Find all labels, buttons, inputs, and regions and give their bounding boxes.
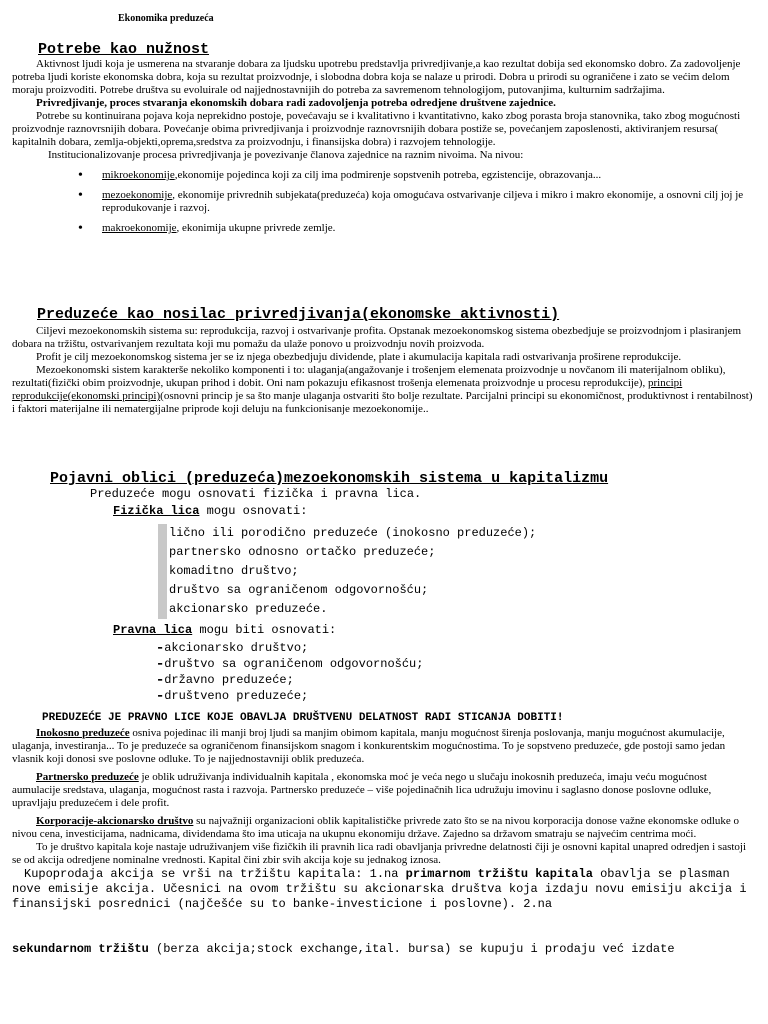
section-title-forms: Pojavni oblici (preduzeća)mezoekonomskih sistema u kapitalizmu bbox=[50, 470, 609, 487]
paragraph: Profit je cilj mezoekonomskog sistema jer se iz njega obezbedjuju dividende, plate i akumulacija kapitala radi ostvarivanja proširene reprodukcije. bbox=[36, 351, 682, 363]
section-enterprise-body bbox=[12, 325, 757, 416]
economy-levels-list bbox=[12, 169, 757, 235]
list-item: ▬ akcionarsko društvo; bbox=[158, 640, 423, 656]
term: Partnersko preduzeće bbox=[36, 771, 139, 783]
text: je oblik udruživanja individualnih kapitala , ekonomska moć je veća nego u slučaju inokosnih preduzeća, imaju veću mogućnost aumulacije sredstava, ulaganja, mogućnost rasta i razvoja. Partnersko preduzeće – više pojedinačnih lica udružuju imovinu i saglasno donose poslovne odluke, upravljaju preduzećem i dele profit. bbox=[12, 771, 712, 809]
list-item bbox=[12, 222, 757, 235]
paragraph: Ciljevi mezoekonomskih sistema su: reprodukcija, razvoj i ostvarivanje profita. Opstanak mezoekonomskog sistema obezbedjuje se proizvodnjom i plasiranjem dobara na tržištu, ostvarivanjem rezultata koji mu pomažu da ulaže ponovo u proizvodnju novih proizvoda. bbox=[12, 325, 742, 350]
text: osniva pojedinac ili manji broj ljudi sa manjim obimom kapitala, manju mogućnost širenja poslovanja, manju mogućnost akumulacije, ulaganja, investiranja... To je preduzeće sa ograničenom finansijskom snagom i konkurentskim mogućnostima. To je sopstveno preduzeće, gde postoji samo jedan vlasnik koji donosi sve poslovne odluke. To je najjednostavniji oblik preduzeća. bbox=[12, 727, 726, 765]
list-item: ▬ državno preduzeće; bbox=[158, 672, 423, 688]
term: makroekonomije bbox=[102, 222, 177, 234]
list-item: partnersko odnosno ortačko preduzeće; bbox=[158, 543, 536, 562]
suffix: mogu osnovati: bbox=[199, 504, 308, 518]
term: mikroekonomije bbox=[102, 169, 175, 181]
text: (osnovni princip je sa što manje ulaganja ostvariti što bolje rezultate. Parcijalni principi su ekonomičnost, produktivnost i rentabilnost) i faktori materijalne ili nematergijalne priprode koji deluju na funkcionisanje mezoekonomije.. bbox=[12, 390, 753, 415]
paragraph bbox=[12, 942, 757, 957]
term: Korporacije-akcionarsko društvo bbox=[36, 815, 194, 827]
section-title-needs: Potrebe kao nužnost bbox=[38, 41, 210, 58]
list-item: akcionarsko preduzeće. bbox=[158, 600, 536, 619]
paragraph bbox=[12, 364, 757, 416]
text: su najvažniji organizacioni oblik kapitalističke privrede zato što se na nivou korporacija donose važne ekonomske odluke o nivou cena, investicijama, nadnicama, dividendama što ima uticaja na ukupnu ekonomiju države. Zajedno sa državom smatraju se najvećim centrima moći. bbox=[12, 815, 740, 840]
definition-bold: Privredjivanje, proces stvaranja ekonomskih dobara radi zadovoljenja potreba odredjene društvene zajednice. bbox=[36, 97, 556, 109]
secondary-market-term: sekundarnom tržištu bbox=[12, 942, 149, 956]
paragraph: Aktivnost ljudi koja je usmerena na stvaranje dobara za ljudsku upotrebu predstavlja privredjivanje,a kao rezultat dobija sed ekonomsko dobro. Za zadovoljenje potreba ljudi koriste ekonomska dobra, koja su rezultat proizvodnje, i slobodna dobra koja se nalaze u prirodi. Dobra u prirodi su ograničene i zato se većim delom moraju proizvoditi. Potrebe društva su evoluirale od najjednostavnijih do potreba za savremenom tehnologijom, putovanjima, kulturnim sadržajima. bbox=[12, 58, 741, 96]
natural-persons-list bbox=[158, 524, 536, 619]
forms-intro: Preduzeće mogu osnovati fizička i pravna lica. bbox=[90, 487, 422, 501]
paragraph: To je društvo kapitala koje nastaje udruživanjem više fizičkih ili pravnih lica radi obavljanja privredne delatnosti čiji je osnovni kapital unapred odredjen i sastoji se od akcija odredjene nominalne vrednosti. Kapital čini zbir svih akcija koje su jednakog iznosa. bbox=[12, 841, 747, 866]
list-item: društvo sa ograničenom odgovornošću; bbox=[158, 581, 536, 600]
list-item bbox=[12, 189, 757, 215]
list-item: lično ili porodično preduzeće (inokosno preduzeće); bbox=[158, 524, 536, 543]
item-text: ,ekonomije pojedinca koji za cilj ima podmirenje sopstvenih potreba, egzistencije, obrazovanja... bbox=[174, 169, 602, 181]
item-text: , ekonimija ukupne privrede zemlje. bbox=[176, 222, 336, 234]
list-item: ▬ društvo sa ograničenom odgovornošću; bbox=[158, 656, 423, 672]
list-item: ▬ društveno preduzeće; bbox=[158, 688, 423, 704]
paragraph bbox=[12, 727, 757, 766]
item-text: , ekonomije privrednih subjekata(preduzeća) koja omogućava ostvarivanje ciljeva i mikro i makro ekonomije, a osnovni cilj joj je reprodukovanje i razvoj. bbox=[102, 189, 744, 214]
principles-term: principi reprodukcije(ekonomski principi) bbox=[12, 377, 683, 402]
text: Kupoprodaja akcija se vrši na tržištu kapitala: 1.na bbox=[24, 867, 406, 881]
key-statement: PREDUZEĆE JE PRAVNO LICE KOJE OBAVLJA DRUŠTVENU DELATNOST RADI STICANJA DOBITI! bbox=[42, 712, 564, 724]
text: (berza akcija;stock exchange,ital. bursa) se kupuju i prodaju već izdate bbox=[148, 942, 675, 956]
label: Fizička lica bbox=[113, 504, 200, 518]
primary-market-term: primarnom tržištu kapitala bbox=[405, 867, 593, 881]
legal-persons-list bbox=[158, 640, 423, 704]
suffix: mogu biti osnovati: bbox=[192, 623, 337, 637]
paragraph bbox=[12, 867, 757, 912]
term: mezoekonomije bbox=[102, 189, 173, 201]
section-title-enterprise: Preduzeće kao nosilac privredjivanja(ekonomske aktivnosti) bbox=[37, 306, 560, 323]
document-header: Ekonomika preduzeća bbox=[118, 13, 214, 24]
paragraph bbox=[12, 771, 757, 810]
paragraph bbox=[12, 815, 757, 841]
list-item: komaditno društvo; bbox=[158, 562, 536, 581]
paragraph: Institucionalizovanje procesa privredjivanja je povezivanje članova zajednice na raznim nivoima. Na nivou: bbox=[48, 149, 524, 161]
paragraph: Potrebe su kontinuirana pojava koja neprekidno postoje, povećavaju se i kvalitativno i kvantitativno, kako zbog porasta broja stanovnika, tako zbog mogućnosti proizvodnje raznovrsnijih dobara. Povećanje obima privredjivanja i proizvodnje raznovrsnijih dobara postiže se, povećanjem zaposlenosti, aktiviranjem resursa( kapitalnih dobara, zemlja-objekti,oprema,sredstva za proizvodnju, i finansijska dobra) i razvojem tehnologije. bbox=[12, 110, 741, 148]
natural-persons-heading bbox=[113, 505, 307, 518]
text: Mezoekonomski sistem karakterše nekoliko komponenti i to: ulaganja(angažovanje i trošenjem elemenata proizvodnje u novčanom ili materijalnom obliku), rezultati(fizički obim proizvodnje, ukupan prihod i dobit. Oni nam pokazuju efikasnost trošenja elemenata proizvodnje u procesu reprodukcije), bbox=[12, 364, 726, 389]
forms-detail-body bbox=[12, 727, 757, 957]
section-needs-body bbox=[12, 58, 757, 242]
legal-persons-heading bbox=[113, 624, 336, 637]
text: obavlja se plasman nove emisije akcija. Učesnici na ovom tržištu su akcionarska društva koja izdaju novu emisiju akcija i finansijski posrednici (najčešće su to banke-investicione i poslovne). 2.na bbox=[12, 867, 747, 911]
term: Inokosno preduzeće bbox=[36, 727, 130, 739]
list-item bbox=[12, 169, 757, 182]
label: Pravna lica bbox=[113, 623, 193, 637]
